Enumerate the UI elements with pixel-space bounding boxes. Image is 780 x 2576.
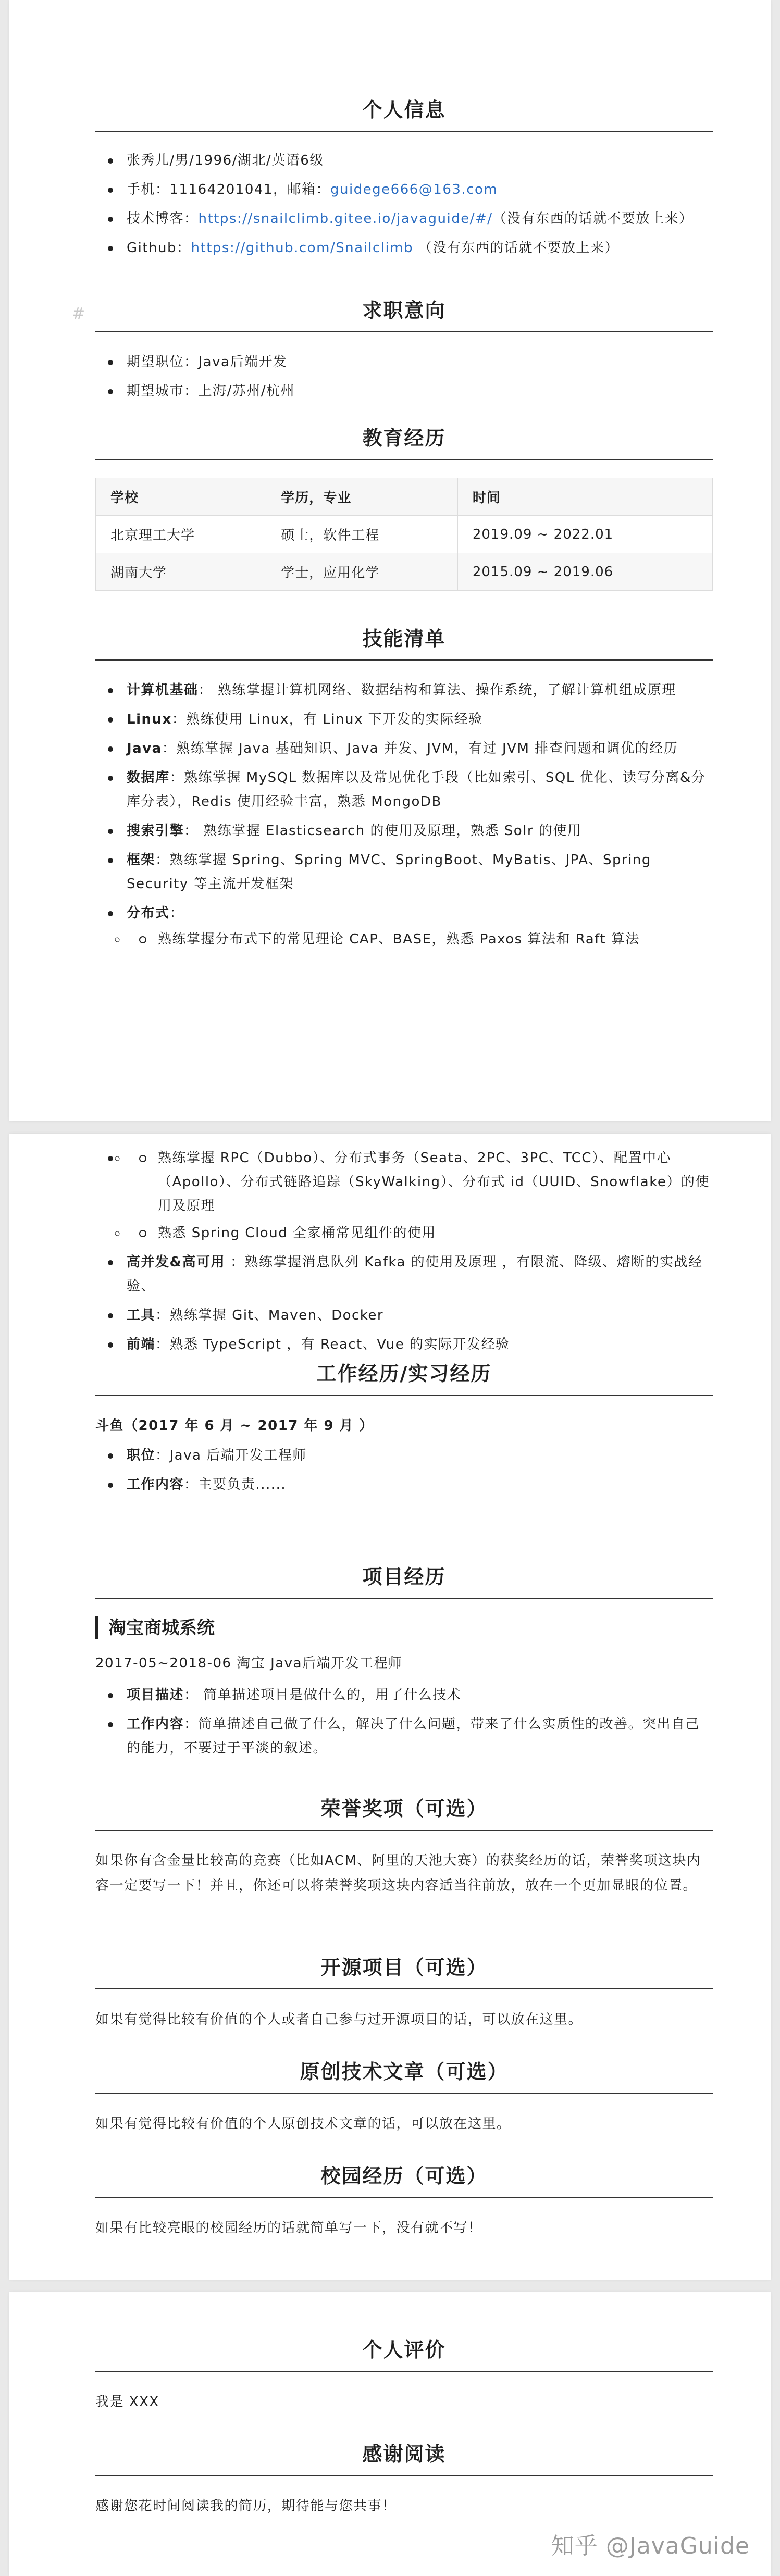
section-title-personal: 个人信息 xyxy=(95,94,713,132)
intention-section xyxy=(95,294,713,408)
section-title-thanks: 感谢阅读 xyxy=(95,2438,713,2476)
skill-item: Linux：熟练使用 Linux，有 Linux 下开发的实际经验 xyxy=(95,707,713,731)
project-section xyxy=(95,1561,713,1765)
work-company: 斗鱼（2017 年 6 月 ~ 2017 年 9 月 ） xyxy=(95,1418,374,1434)
awards-section xyxy=(95,1793,713,1898)
intention-city: 期望城市：上海/苏州/杭州 xyxy=(95,379,713,403)
project-name: 淘宝商城系统 xyxy=(95,1616,713,1639)
table-header: 时间 xyxy=(457,478,712,516)
anchor-hash-mark: # xyxy=(72,305,85,323)
education-table xyxy=(95,478,713,591)
education-section xyxy=(95,422,713,591)
awards-text: 如果你有含金量比较高的竞赛（比如ACM、阿里的天池大赛）的获奖经历的话，荣誉奖项这块内容一定要写一下！并且，你还可以将荣誉奖项这块内容适当往前放，放在一个更加显眼的位置。 xyxy=(95,1853,701,1894)
section-title-opensource: 开源项目（可选） xyxy=(95,1951,713,1989)
project-item: 工作内容：简单描述自己做了什么，解决了什么问题，带来了什么实质性的改善。突出自己的能力，不要过于平淡的叙述。 xyxy=(95,1712,713,1760)
skill-item: 数据库：熟练掌握 MySQL 数据库以及常见优化手段（比如索引、SQL 优化、读写分离&分库分表），Redis 使用经验丰富，熟悉 MongoDB xyxy=(95,766,713,814)
skill-item: 搜索引擎： 熟练掌握 Elasticsearch 的使用及原理，熟悉 Solr 的使用 xyxy=(95,819,713,843)
campus-text: 如果有比较亮眼的校园经历的话就简单写一下，没有就不写！ xyxy=(95,2220,482,2236)
personal-blog: 技术博客：https://snailclimb.gitee.io/javaguide/#/（没有东西的话就不要放上来） xyxy=(95,207,713,231)
sub-skill-item: ◦ 熟练掌握 RPC（Dubbo）、分布式事务（Seata、2PC、3PC、TCC）、配置中心（Apollo）、分布式链路追踪（SkyWalking）、分布式 id（UUID、Snowflake）的使用及原理 xyxy=(127,1146,713,1218)
skill-item: 高并发&高可用 ：熟练掌握消息队列 Kafka 的使用及原理 ，有限流、降级、熔断的实战经验、 xyxy=(95,1250,713,1298)
articles-text: 如果有觉得比较有价值的个人原创技术文章的话，可以放在这里。 xyxy=(95,2116,511,2132)
skill-item-continued xyxy=(95,1146,713,1245)
project-meta: 2017-05~2018-06 淘宝 Java后端开发工程师 xyxy=(95,1656,403,1671)
section-title-education: 教育经历 xyxy=(95,422,713,460)
evaluation-text: 我是 XXX xyxy=(95,2394,159,2410)
sub-skill-item: ◦ 熟悉 Spring Cloud 全家桶常见组件的使用 xyxy=(127,1221,713,1245)
personal-github: Github：https://github.com/Snailclimb （没有东西的话就不要放上来） xyxy=(95,236,713,260)
skills-section xyxy=(95,623,713,956)
skill-item: 分布式： ◦ 熟练掌握分布式下的常见理论 CAP、BASE，熟悉 Paxos 算法和 Raft 算法 xyxy=(95,901,713,951)
blog-link[interactable]: https://snailclimb.gitee.io/javaguide/#/ xyxy=(198,211,493,227)
table-header: 学校 xyxy=(96,478,266,516)
opensource-text: 如果有觉得比较有价值的个人或者自己参与过开源项目的话，可以放在这里。 xyxy=(95,2012,583,2027)
table-header: 学历，专业 xyxy=(266,478,458,516)
project-item: 项目描述： 简单描述项目是做什么的，用了什么技术 xyxy=(95,1683,713,1707)
email-link[interactable]: guidege666@163.com xyxy=(330,182,498,197)
section-title-project: 项目经历 xyxy=(95,1561,713,1599)
section-title-evaluation: 个人评价 xyxy=(95,2334,713,2372)
personal-basic: 张秀儿/男/1996/湖北/英语6级 xyxy=(95,148,713,172)
resume-page-2 xyxy=(9,1134,771,2280)
articles-section xyxy=(95,2056,713,2136)
resume-page-3 xyxy=(9,2292,771,2576)
opensource-section xyxy=(95,1951,713,2032)
skill-item: 工具：熟练掌握 Git、Maven、Docker xyxy=(95,1303,713,1327)
github-link[interactable]: https://github.com/Snailclimb xyxy=(191,240,414,256)
zhihu-watermark: 知乎 @JavaGuide xyxy=(551,2533,750,2559)
sub-skill-item: ◦ 熟练掌握分布式下的常见理论 CAP、BASE，熟悉 Paxos 算法和 Raft 算法 xyxy=(127,927,713,951)
thanks-section xyxy=(95,2438,713,2519)
section-title-work: 工作经历/实习经历 xyxy=(95,1358,713,1396)
section-title-campus: 校园经历（可选） xyxy=(95,2160,713,2198)
section-title-intention: 求职意向 xyxy=(95,294,713,332)
work-section xyxy=(95,1358,713,1502)
skill-item: Java：熟练掌握 Java 基础知识、Java 并发、JVM，有过 JVM 排查问题和调优的经历 xyxy=(95,737,713,761)
section-title-articles: 原创技术文章（可选） xyxy=(95,2056,713,2094)
skill-item: 计算机基础： 熟练掌握计算机网络、数据结构和算法、操作系统，了解计算机组成原理 xyxy=(95,678,713,702)
thanks-text: 感谢您花时间阅读我的简历，期待能与您共事！ xyxy=(95,2498,397,2514)
resume-page-1 xyxy=(9,0,771,1121)
section-title-awards: 荣誉奖项（可选） xyxy=(95,1793,713,1831)
campus-section xyxy=(95,2160,713,2241)
skill-item: 框架：熟练掌握 Spring、Spring MVC、SpringBoot、MyBatis、JPA、Spring Security 等主流开发框架 xyxy=(95,848,713,896)
intention-position: 期望职位：Java后端开发 xyxy=(95,350,713,374)
table-row: 湖南大学 学士，应用化学 2015.09 ~ 2019.06 xyxy=(96,553,713,591)
skills-continued xyxy=(95,1146,713,1362)
personal-contact: 手机：11164201041，邮箱：guidege666@163.com xyxy=(95,178,713,202)
evaluation-section xyxy=(95,2334,713,2415)
skill-item: 前端：熟悉 TypeScript ，有 React、Vue 的实际开发经验 xyxy=(95,1333,713,1357)
work-item: 职位：Java 后端开发工程师 xyxy=(95,1443,713,1467)
personal-info-section xyxy=(95,94,713,265)
section-title-skills: 技能清单 xyxy=(95,623,713,661)
table-row: 北京理工大学 硕士，软件工程 2019.09 ~ 2022.01 xyxy=(96,516,713,553)
work-item: 工作内容：主要负责...... xyxy=(95,1473,713,1497)
